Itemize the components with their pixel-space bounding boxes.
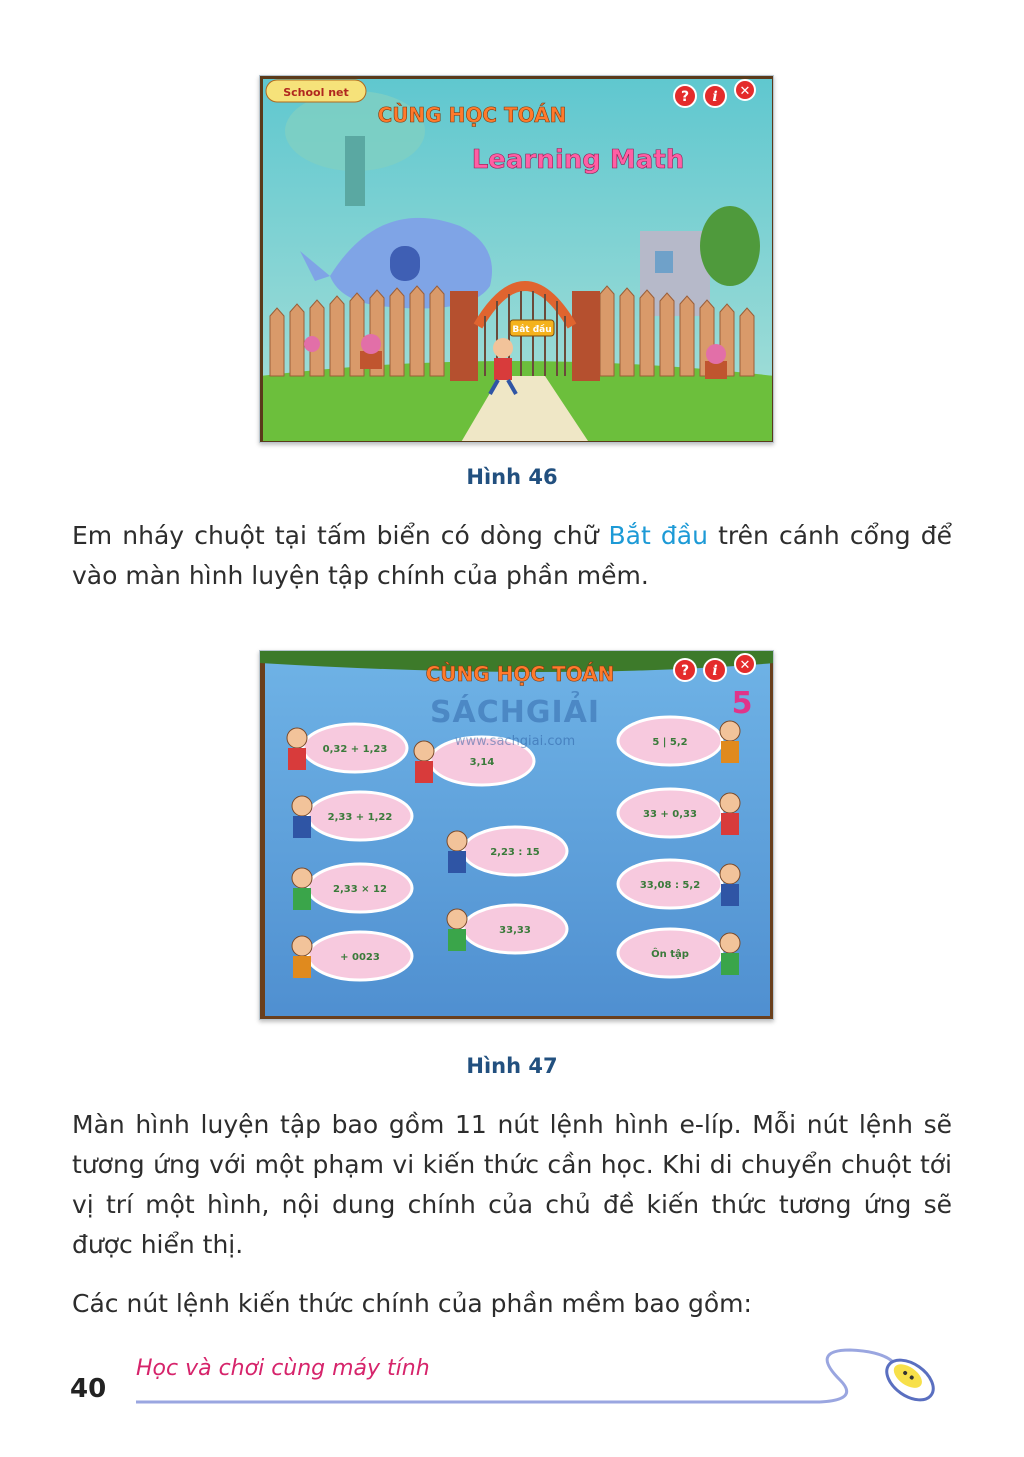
cartoon-kid [414,741,434,761]
ellipse-button-label: 2,33 × 12 [333,884,387,895]
game-title: CÙNG HỌC TOÁN [377,103,567,127]
figure-47-screenshot [259,650,774,1020]
cartoon-kid [720,864,740,884]
paragraph-practice-screen: Màn hình luyện tập bao gồm 11 nút lệnh hình e-líp. Mỗi nút lệnh sẽ tương ứng với một phạm vi kiến thức cần học. Khi di chuyển chuột tới vị trí một hình, nội dung chính của chủ đề kiến thức tương ứng sẽ được hiển thị. [72,1110,952,1259]
cartoon-kid-body [721,813,739,835]
ellipse-button-label: 33 + 0,33 [643,809,697,820]
info-button[interactable] [704,85,726,107]
info-icon: i [712,89,718,105]
start-sign[interactable] [510,320,554,336]
close-button[interactable] [735,654,755,674]
help-button[interactable] [674,85,696,107]
ellipse-button-label: + 0023 [340,952,380,963]
figure-46-screenshot [259,75,774,443]
info-button[interactable] [704,659,726,681]
ellipse-button-label: 33,33 [499,925,531,936]
paragraph-start-instruction: Em nháy chuột tại tấm biển có dòng chữ Bắt đầu trên cánh cổng để vào màn hình luyện tập chính của phần mềm. [72,521,952,590]
cartoon-kid-body [288,748,306,770]
cartoon-kid-body [293,816,311,838]
ellipse-command-button[interactable] [414,737,534,785]
ellipse-button-label: 5 | 5,2 [652,737,688,748]
cartoon-kid-body [721,741,739,763]
close-icon: ✕ [739,84,751,99]
ellipse-command-button[interactable] [292,792,412,840]
paragraph-buttons-intro: Các nút lệnh kiến thức chính của phần mềm bao gồm: [72,1289,752,1318]
ellipse-command-button[interactable] [292,932,412,980]
ellipse-button-label: Ôn tập [651,949,689,960]
ellipse-command-button[interactable] [447,905,567,953]
cartoon-kid [292,796,312,816]
cartoon-kid [720,793,740,813]
cartoon-kid [447,831,467,851]
footer-decoration [130,1340,960,1430]
info-icon: i [712,663,718,679]
ellipse-command-button[interactable] [287,724,407,772]
start-highlight: Bắt đầu [608,521,708,550]
ellipse-command-button[interactable] [447,827,567,875]
cartoon-kid-body [448,929,466,951]
ellipse-command-button[interactable] [292,864,412,912]
ellipse-button-label: 33,08 : 5,2 [639,880,701,891]
cartoon-kid-body [293,956,311,978]
cartoon-kid [720,933,740,953]
cartoon-kid-body [721,953,739,975]
game-subtitle: Learning Math [471,145,685,175]
ellipse-button-label: 3,14 [469,757,495,768]
grade-number: 5 [731,686,753,721]
watermark-url: www.sachgiai.com [454,734,576,749]
svg-text:Bắt đầu: Bắt đầu [512,325,552,335]
question-icon: ? [680,663,690,679]
cartoon-kid-body [415,761,433,783]
question-icon: ? [680,89,690,105]
cartoon-kid [292,936,312,956]
cartoon-kid [447,909,467,929]
cartoon-kid-body [448,851,466,873]
cartoon-kid-body [293,888,311,910]
close-button[interactable] [735,80,755,100]
ellipse-button-label: 2,23 : 15 [490,847,540,858]
close-icon: ✕ [739,658,751,673]
cartoon-kid [287,728,307,748]
watermark-logo: SÁCHGIẢI [429,695,601,730]
ellipse-button-label: 0,32 + 1,23 [322,744,388,755]
help-button[interactable] [674,659,696,681]
figure-47-caption: Hình 47 [466,1054,558,1078]
game-title: CÙNG HỌC TOÁN [425,662,615,686]
figure-46-caption: Hình 46 [466,465,558,489]
cartoon-kid [292,868,312,888]
page-number: 40 [70,1374,107,1404]
schoolnet-logo: School net [283,86,349,99]
cartoon-kid-body [721,884,739,906]
ellipse-button-label: 2,33 + 1,22 [327,812,393,823]
book-title: Học và chơi cùng máy tính [136,1356,430,1381]
cartoon-kid [720,721,740,741]
